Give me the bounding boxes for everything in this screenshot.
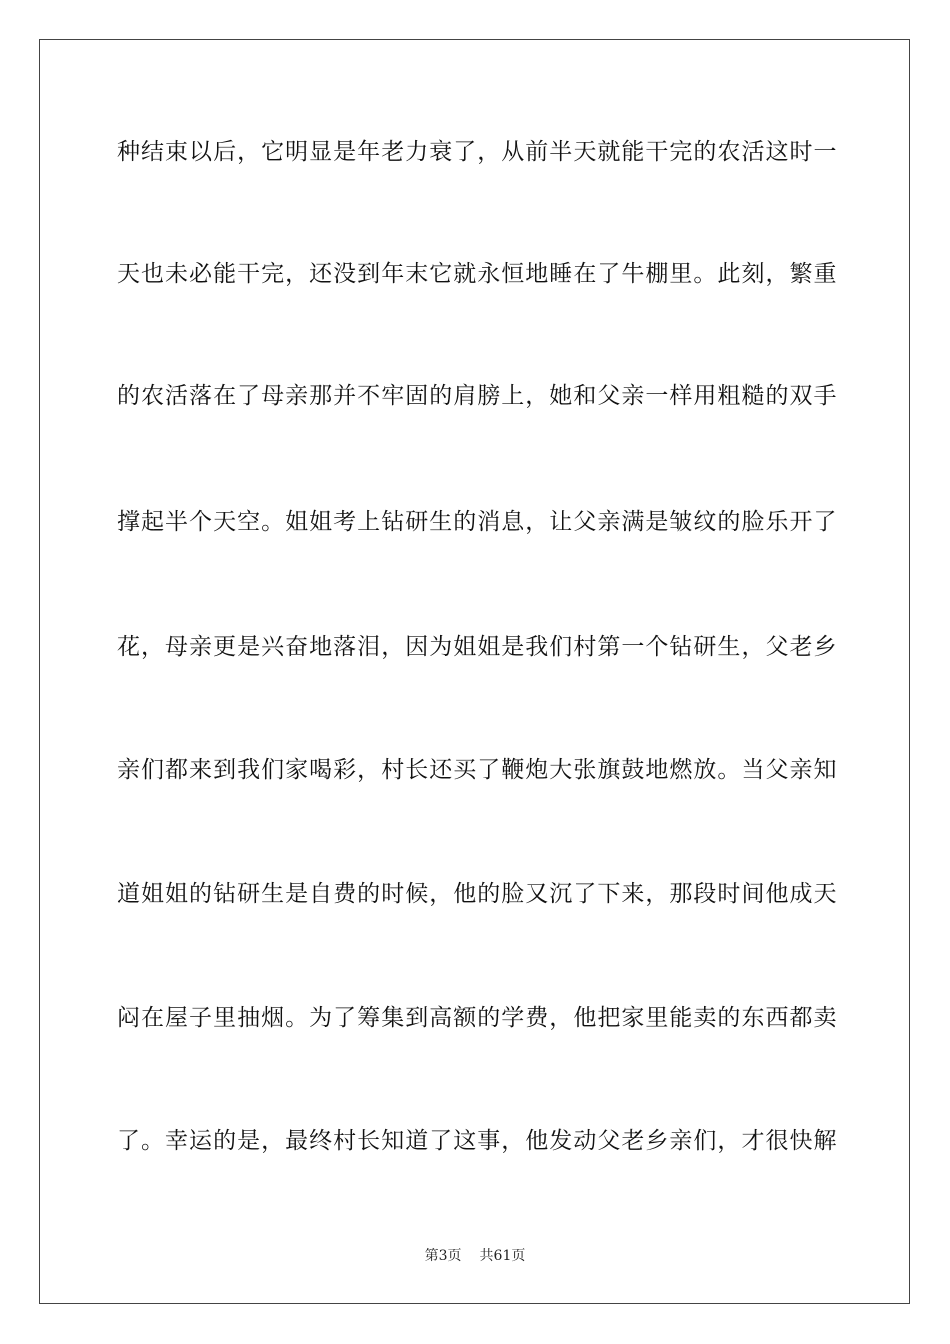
text-line: 种结束以后，它明显是年老力衰了，从前半天就能干完的农活这时一 (117, 139, 837, 165)
text-line: 闷在屋子里抽烟。为了筹集到高额的学费，他把家里能卖的东西都卖 (117, 1005, 837, 1031)
text-line: 亲们都来到我们家喝彩，村长还买了鞭炮大张旗鼓地燃放。当父亲知 (117, 757, 837, 783)
text-line: 了。幸运的是，最终村长知道了这事，他发动父老乡亲们，才很快解 (117, 1128, 837, 1154)
page-total: 共61页 (479, 1248, 526, 1264)
text-line: 道姐姐的钻研生是自费的时候，他的脸又沉了下来，那段时间他成天 (117, 881, 837, 907)
text-line: 撑起半个天空。姐姐考上钻研生的消息，让父亲满是皱纹的脸乐开了 (117, 509, 837, 535)
text-line: 天也未必能干完，还没到年末它就永恒地睡在了牛棚里。此刻，繁重 (117, 261, 837, 287)
text-line: 的农活落在了母亲那并不牢固的肩膀上，她和父亲一样用粗糙的双手 (117, 383, 837, 409)
page-number: 第3页 (424, 1248, 462, 1264)
text-line: 花，母亲更是兴奋地落泪，因为姐姐是我们村第一个钻研生，父老乡 (117, 634, 837, 660)
page-border (39, 39, 910, 1304)
page-footer (0, 1247, 950, 1265)
